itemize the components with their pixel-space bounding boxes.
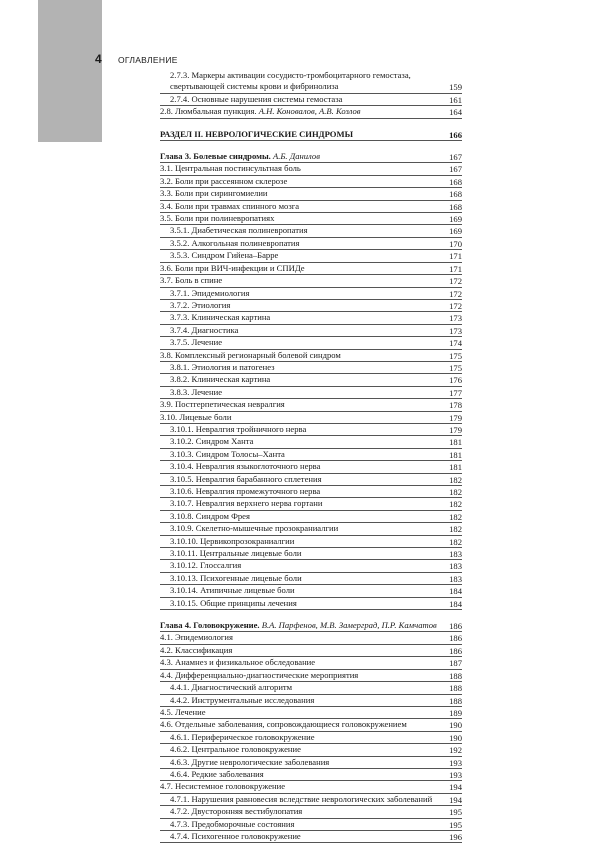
toc-page-number: 172	[449, 288, 462, 299]
toc-entry	[160, 312, 462, 324]
chapter-authors: В.А. Парфенов, М.В. Замерград, П.Р. Камчатов	[261, 620, 437, 631]
entry-text: 3.10.10. Цервикопрозокраниалгии	[170, 535, 295, 546]
toc-entry	[160, 288, 462, 300]
toc-entry	[160, 498, 462, 510]
toc-page-number: 195	[449, 807, 462, 818]
toc-entry	[160, 806, 462, 818]
toc-page-number: 189	[449, 707, 462, 718]
entry-text: 4.6.1. Периферическое головокружение	[170, 731, 315, 742]
toc-entry-title	[160, 707, 462, 719]
toc-entry-title	[160, 94, 462, 106]
toc-page-number: 173	[449, 313, 462, 324]
toc-page-number: 182	[449, 524, 462, 535]
toc-entry	[160, 523, 462, 535]
toc-entry	[160, 461, 462, 473]
toc-entry	[160, 337, 462, 349]
toc-entry	[160, 757, 462, 769]
toc-page-number: 196	[449, 831, 462, 842]
toc-entry-title	[160, 794, 462, 806]
toc-entry	[160, 744, 462, 756]
toc-entry-title	[160, 176, 462, 188]
toc-entry	[160, 819, 462, 831]
toc-entry-title	[160, 412, 462, 424]
toc-page-number: 172	[449, 300, 462, 311]
entry-text: 3.10.14. Атипичные лицевые боли	[170, 585, 295, 596]
toc-page-number: 181	[449, 462, 462, 473]
entry-text: 4.7. Несистемное головокружение	[160, 781, 286, 792]
toc-page-number: 176	[449, 375, 462, 386]
toc-entry-title	[160, 719, 462, 731]
toc-entry	[160, 325, 462, 337]
toc-entry-title	[160, 250, 462, 262]
toc-page-number: 169	[449, 226, 462, 237]
entry-text: 3.10.5. Невралгия барабанного сплетения	[170, 473, 322, 484]
entry-text: 4.6.2. Центральное головокружение	[170, 744, 301, 755]
entry-text: 4.7.1. Нарушения равновесия вследствие неврологических заболеваний	[170, 793, 433, 804]
toc-page-number: 192	[449, 745, 462, 756]
toc-page-number: 167	[449, 164, 462, 175]
toc-page-number: 166	[449, 129, 462, 140]
toc-entry	[160, 831, 462, 843]
toc-entry-title	[160, 620, 462, 632]
toc-entry	[160, 94, 462, 106]
entry-text: 4.6.3. Другие неврологические заболевания	[170, 756, 330, 767]
toc-page-number: 171	[449, 251, 462, 262]
toc-page-number: 187	[449, 658, 462, 669]
entry-text: 3.8. Комплексный регионарный болевой синдром	[160, 349, 341, 360]
toc-entry-title	[160, 436, 462, 448]
toc-entry	[160, 201, 462, 213]
toc-page-number: 186	[449, 633, 462, 644]
toc-entry-title	[160, 831, 462, 843]
toc-entry-title	[160, 238, 462, 250]
toc-page-number: 179	[449, 424, 462, 435]
toc-entry	[160, 548, 462, 560]
toc-page-number: 193	[449, 769, 462, 780]
toc-entry-title	[160, 732, 462, 744]
toc-entry-title	[160, 106, 462, 118]
toc-entry	[160, 374, 462, 386]
toc-page-number: 178	[449, 400, 462, 411]
toc-entry-title	[160, 362, 462, 374]
chapter-title: Глава 4. Головокружение.	[160, 620, 260, 631]
toc-page-number: 168	[449, 189, 462, 200]
toc-entry-title	[160, 225, 462, 237]
toc-page-number: 170	[449, 238, 462, 249]
toc-entry	[160, 238, 462, 250]
toc-entry	[160, 225, 462, 237]
toc-page-number: 182	[449, 536, 462, 547]
toc-page-number: 194	[449, 782, 462, 793]
toc-entry	[160, 387, 462, 399]
toc-entry-title	[160, 399, 462, 411]
entry-text: 3.10.15. Общие принципы лечения	[170, 597, 297, 608]
toc-page-number: 188	[449, 683, 462, 694]
toc-entry	[160, 176, 462, 188]
toc-entry-title	[160, 288, 462, 300]
entry-text: 3.10.8. Синдром Фрея	[170, 510, 250, 521]
toc-entry	[160, 449, 462, 461]
entry-text: 3.1. Центральная постинсультная боль	[160, 163, 301, 174]
toc-entry-title	[160, 560, 462, 572]
toc-entry-title	[160, 350, 462, 362]
entry-text: 3.10.2. Синдром Ханта	[170, 436, 254, 447]
toc-entry-title	[160, 424, 462, 436]
toc-entry	[160, 275, 462, 287]
toc-entry	[160, 436, 462, 448]
toc-entry-title	[160, 806, 462, 818]
toc-entry-title	[160, 129, 462, 141]
toc-entry	[160, 511, 462, 523]
entry-text: 3.10.6. Невралгия промежуточного нерва	[170, 486, 321, 496]
toc-page-number: 167	[449, 152, 462, 163]
chapter-title: Глава 3. Болевые синдромы.	[160, 151, 271, 162]
toc-page-number: 188	[449, 670, 462, 681]
toc-entry	[160, 81, 462, 93]
toc-entry	[160, 70, 462, 81]
entry-text: 3.7.5. Лечение	[170, 337, 223, 348]
toc-entry	[160, 263, 462, 275]
toc-entry-title	[160, 263, 462, 275]
toc-entry	[160, 707, 462, 719]
entry-text: 2.7.4. Основные нарушения системы гемостаза	[170, 93, 343, 104]
toc-entry	[160, 300, 462, 312]
toc-page-number: 179	[449, 412, 462, 423]
toc-entry	[160, 794, 462, 806]
toc-page-number: 182	[449, 511, 462, 522]
toc-page-number: 183	[449, 573, 462, 584]
toc-entry-title	[160, 632, 462, 644]
toc-entry-title	[160, 670, 462, 682]
entry-text: 3.2. Боли при рассеянном склерозе	[160, 175, 288, 186]
toc-entry	[160, 250, 462, 262]
toc-page-number: 181	[449, 437, 462, 448]
entry-text: 3.9. Постгерпетическая невралгия	[160, 399, 285, 410]
toc-entry-title	[160, 657, 462, 669]
toc-page-number: 159	[449, 82, 462, 93]
toc-page-number: 175	[449, 362, 462, 373]
page-edge-tab	[38, 0, 102, 142]
toc-entry-title	[160, 325, 462, 337]
entry-text: 3.10.13. Психогенные лицевые боли	[170, 572, 302, 583]
entry-text: 3.10.1. Невралгия тройничного нерва	[170, 423, 307, 434]
toc-entry	[160, 645, 462, 657]
toc-page-number: 190	[449, 720, 462, 731]
toc-entry	[160, 632, 462, 644]
toc-entry-title	[160, 163, 462, 175]
toc-entry	[160, 188, 462, 200]
entry-text: 4.4.2. Инструментальные исследования	[170, 694, 315, 705]
toc-page-number: 183	[449, 549, 462, 560]
toc-page-number: 195	[449, 819, 462, 830]
entry-text: 3.4. Боли при травмах спинного мозга	[160, 200, 300, 211]
toc-page-number: 182	[449, 474, 462, 485]
toc-entry	[160, 362, 462, 374]
toc-entry	[160, 106, 462, 118]
entry-authors: А.Н. Коновалов, А.В. Козлов	[258, 106, 361, 117]
toc-entry-title	[160, 498, 462, 510]
entry-text: 3.5. Боли при полиневропатиях	[160, 213, 275, 224]
toc-page-number: 193	[449, 757, 462, 768]
toc-entry	[160, 129, 462, 141]
toc-entry-title	[160, 275, 462, 287]
entry-text: 3.8.2. Клиническая картина	[170, 374, 271, 385]
toc-page-number: 183	[449, 561, 462, 572]
toc-entry-title	[160, 757, 462, 769]
toc-entry	[160, 598, 462, 610]
toc-entry-title	[160, 188, 462, 200]
toc-page-number: 161	[449, 94, 462, 105]
toc-entry	[160, 732, 462, 744]
entry-text: 2.8. Люмбальная пункция.	[160, 106, 259, 117]
toc-page-number: 190	[449, 732, 462, 743]
toc-page-number: 168	[449, 176, 462, 187]
entry-text: 4.4. Дифференциально-диагностические мероприятия	[160, 669, 359, 680]
toc-entry	[160, 682, 462, 694]
entry-text: 4.7.2. Двусторонняя вестибулопатия	[170, 806, 303, 817]
toc-entry	[160, 213, 462, 225]
toc-entry	[160, 399, 462, 411]
toc-entry-title	[160, 645, 462, 657]
entry-text: 3.5.3. Синдром Гийена–Барре	[170, 250, 279, 261]
toc-entry	[160, 474, 462, 486]
toc-page-number: 172	[449, 276, 462, 287]
entry-text: 4.5. Лечение	[160, 706, 206, 717]
entry-text: 3.10.9. Скелетно-мышечные прозокраниалгии	[170, 523, 339, 534]
toc-page-number: 173	[449, 325, 462, 336]
entry-text: 4.6.4. Редкие заболевания	[170, 768, 264, 779]
toc-page-number: 184	[449, 586, 462, 597]
entry-text: 3.7.2. Этиология	[170, 299, 231, 310]
toc-entry	[160, 163, 462, 175]
entry-text: 3.3. Боли при сирингомиелии	[160, 188, 268, 199]
toc-page-number: 177	[449, 387, 462, 398]
toc-page-number: 188	[449, 695, 462, 706]
toc-entry-title	[160, 585, 462, 597]
toc-entry-title	[160, 523, 462, 535]
entry-text: 3.10. Лицевые боли	[160, 411, 232, 422]
toc-entry	[160, 695, 462, 707]
toc-entry-title	[160, 312, 462, 324]
toc-entry	[160, 719, 462, 731]
entry-text: 3.5.1. Диабетическая полиневропатия	[170, 225, 308, 236]
entry-text: 3.10.7. Невралгия верхнего нерва гортани	[170, 498, 323, 509]
toc-entry-title	[160, 337, 462, 349]
toc-entry-title	[160, 598, 462, 610]
entry-text: 3.8.1. Этиология и патогенез	[170, 361, 275, 372]
toc-entry-title	[160, 744, 462, 756]
entry-text: 3.10.3. Синдром Толосы–Ханта	[170, 448, 285, 459]
toc-entry-title	[160, 213, 462, 225]
toc-entry-title	[160, 374, 462, 386]
toc-page-number: 186	[449, 645, 462, 656]
entry-text: 3.7.1. Эпидемиология	[170, 287, 250, 298]
toc-entry-title	[160, 81, 462, 93]
toc-entry	[160, 781, 462, 793]
toc-entry	[160, 657, 462, 669]
toc-entry-title	[160, 769, 462, 781]
toc-entry-title	[160, 449, 462, 461]
entry-text: свертывающей системы крови и фибринолиза	[170, 81, 339, 92]
table-of-contents	[160, 70, 462, 843]
toc-entry-title	[160, 474, 462, 486]
toc-entry	[160, 560, 462, 572]
toc-entry-title	[160, 682, 462, 694]
entry-text: 4.6. Отдельные заболевания, сопровождающиеся головокружением	[160, 719, 407, 730]
toc-entry-title	[160, 781, 462, 793]
toc-entry	[160, 412, 462, 424]
toc-entry	[160, 486, 462, 498]
toc-entry	[160, 350, 462, 362]
entry-text: 3.6. Боли при ВИЧ-инфекции и СПИДе	[160, 262, 305, 273]
toc-page-number: 194	[449, 794, 462, 805]
toc-page-number: 186	[449, 621, 462, 632]
entry-text: 3.10.11. Центральные лицевые боли	[170, 548, 302, 559]
toc-page-number: 182	[449, 487, 462, 497]
toc-entry-title	[160, 70, 462, 81]
entry-text: 3.7.4. Диагностика	[170, 324, 239, 335]
toc-page-number: 181	[449, 449, 462, 460]
toc-entry-title	[160, 461, 462, 473]
entry-text: 2.7.3. Маркеры активации сосудисто-тромбоцитарного гемостаза,	[170, 70, 411, 80]
entry-text: 3.10.4. Невралгия языкоглоточного нерва	[170, 461, 321, 472]
entry-text: 3.10.12. Глоссалгия	[170, 560, 242, 571]
entry-text: 4.7.4. Психогенное головокружение	[170, 830, 301, 841]
toc-entry	[160, 536, 462, 548]
toc-entry	[160, 670, 462, 682]
entry-text: 4.3. Анамнез и физикальное обследование	[160, 657, 316, 668]
toc-page-number: 174	[449, 338, 462, 349]
entry-text: 4.7.3. Предобморочные состояния	[170, 818, 295, 829]
toc-entry-title	[160, 536, 462, 548]
entry-text: 3.5.2. Алкогольная полиневропатия	[170, 237, 300, 248]
toc-entry	[160, 424, 462, 436]
toc-entry-title	[160, 151, 462, 163]
page-number: 4	[95, 52, 102, 66]
toc-page-number: 175	[449, 350, 462, 361]
toc-entry-title	[160, 486, 462, 498]
toc-entry	[160, 151, 462, 163]
entry-text: 3.7. Боль в спине	[160, 275, 223, 286]
running-title: ОГЛАВЛЕНИЕ	[118, 55, 178, 65]
toc-entry-title	[160, 819, 462, 831]
toc-page-number: 171	[449, 263, 462, 274]
entry-text: 4.1. Эпидемиология	[160, 632, 233, 643]
toc-entry-title	[160, 300, 462, 312]
entry-text: 4.4.1. Диагностический алгоритм	[170, 682, 293, 693]
toc-entry-title	[160, 573, 462, 585]
toc-entry	[160, 620, 462, 632]
toc-page-number: 164	[449, 107, 462, 118]
toc-entry	[160, 573, 462, 585]
entry-text: 3.7.3. Клиническая картина	[170, 312, 271, 323]
toc-page-number: 168	[449, 201, 462, 212]
toc-entry-title	[160, 511, 462, 523]
toc-page-number: 184	[449, 598, 462, 609]
toc-entry-title	[160, 548, 462, 560]
chapter-authors: А.Б. Данилов	[272, 151, 320, 162]
entry-text: 4.2. Классификация	[160, 644, 233, 655]
toc-entry-title	[160, 201, 462, 213]
toc-page-number: 169	[449, 214, 462, 225]
toc-entry	[160, 585, 462, 597]
toc-entry-title	[160, 695, 462, 707]
toc-page-number: 182	[449, 499, 462, 510]
entry-text: 3.8.3. Лечение	[170, 386, 223, 397]
toc-entry	[160, 769, 462, 781]
entry-text: РАЗДЕЛ II. НЕВРОЛОГИЧЕСКИЕ СИНДРОМЫ	[160, 128, 354, 139]
toc-entry-title	[160, 387, 462, 399]
